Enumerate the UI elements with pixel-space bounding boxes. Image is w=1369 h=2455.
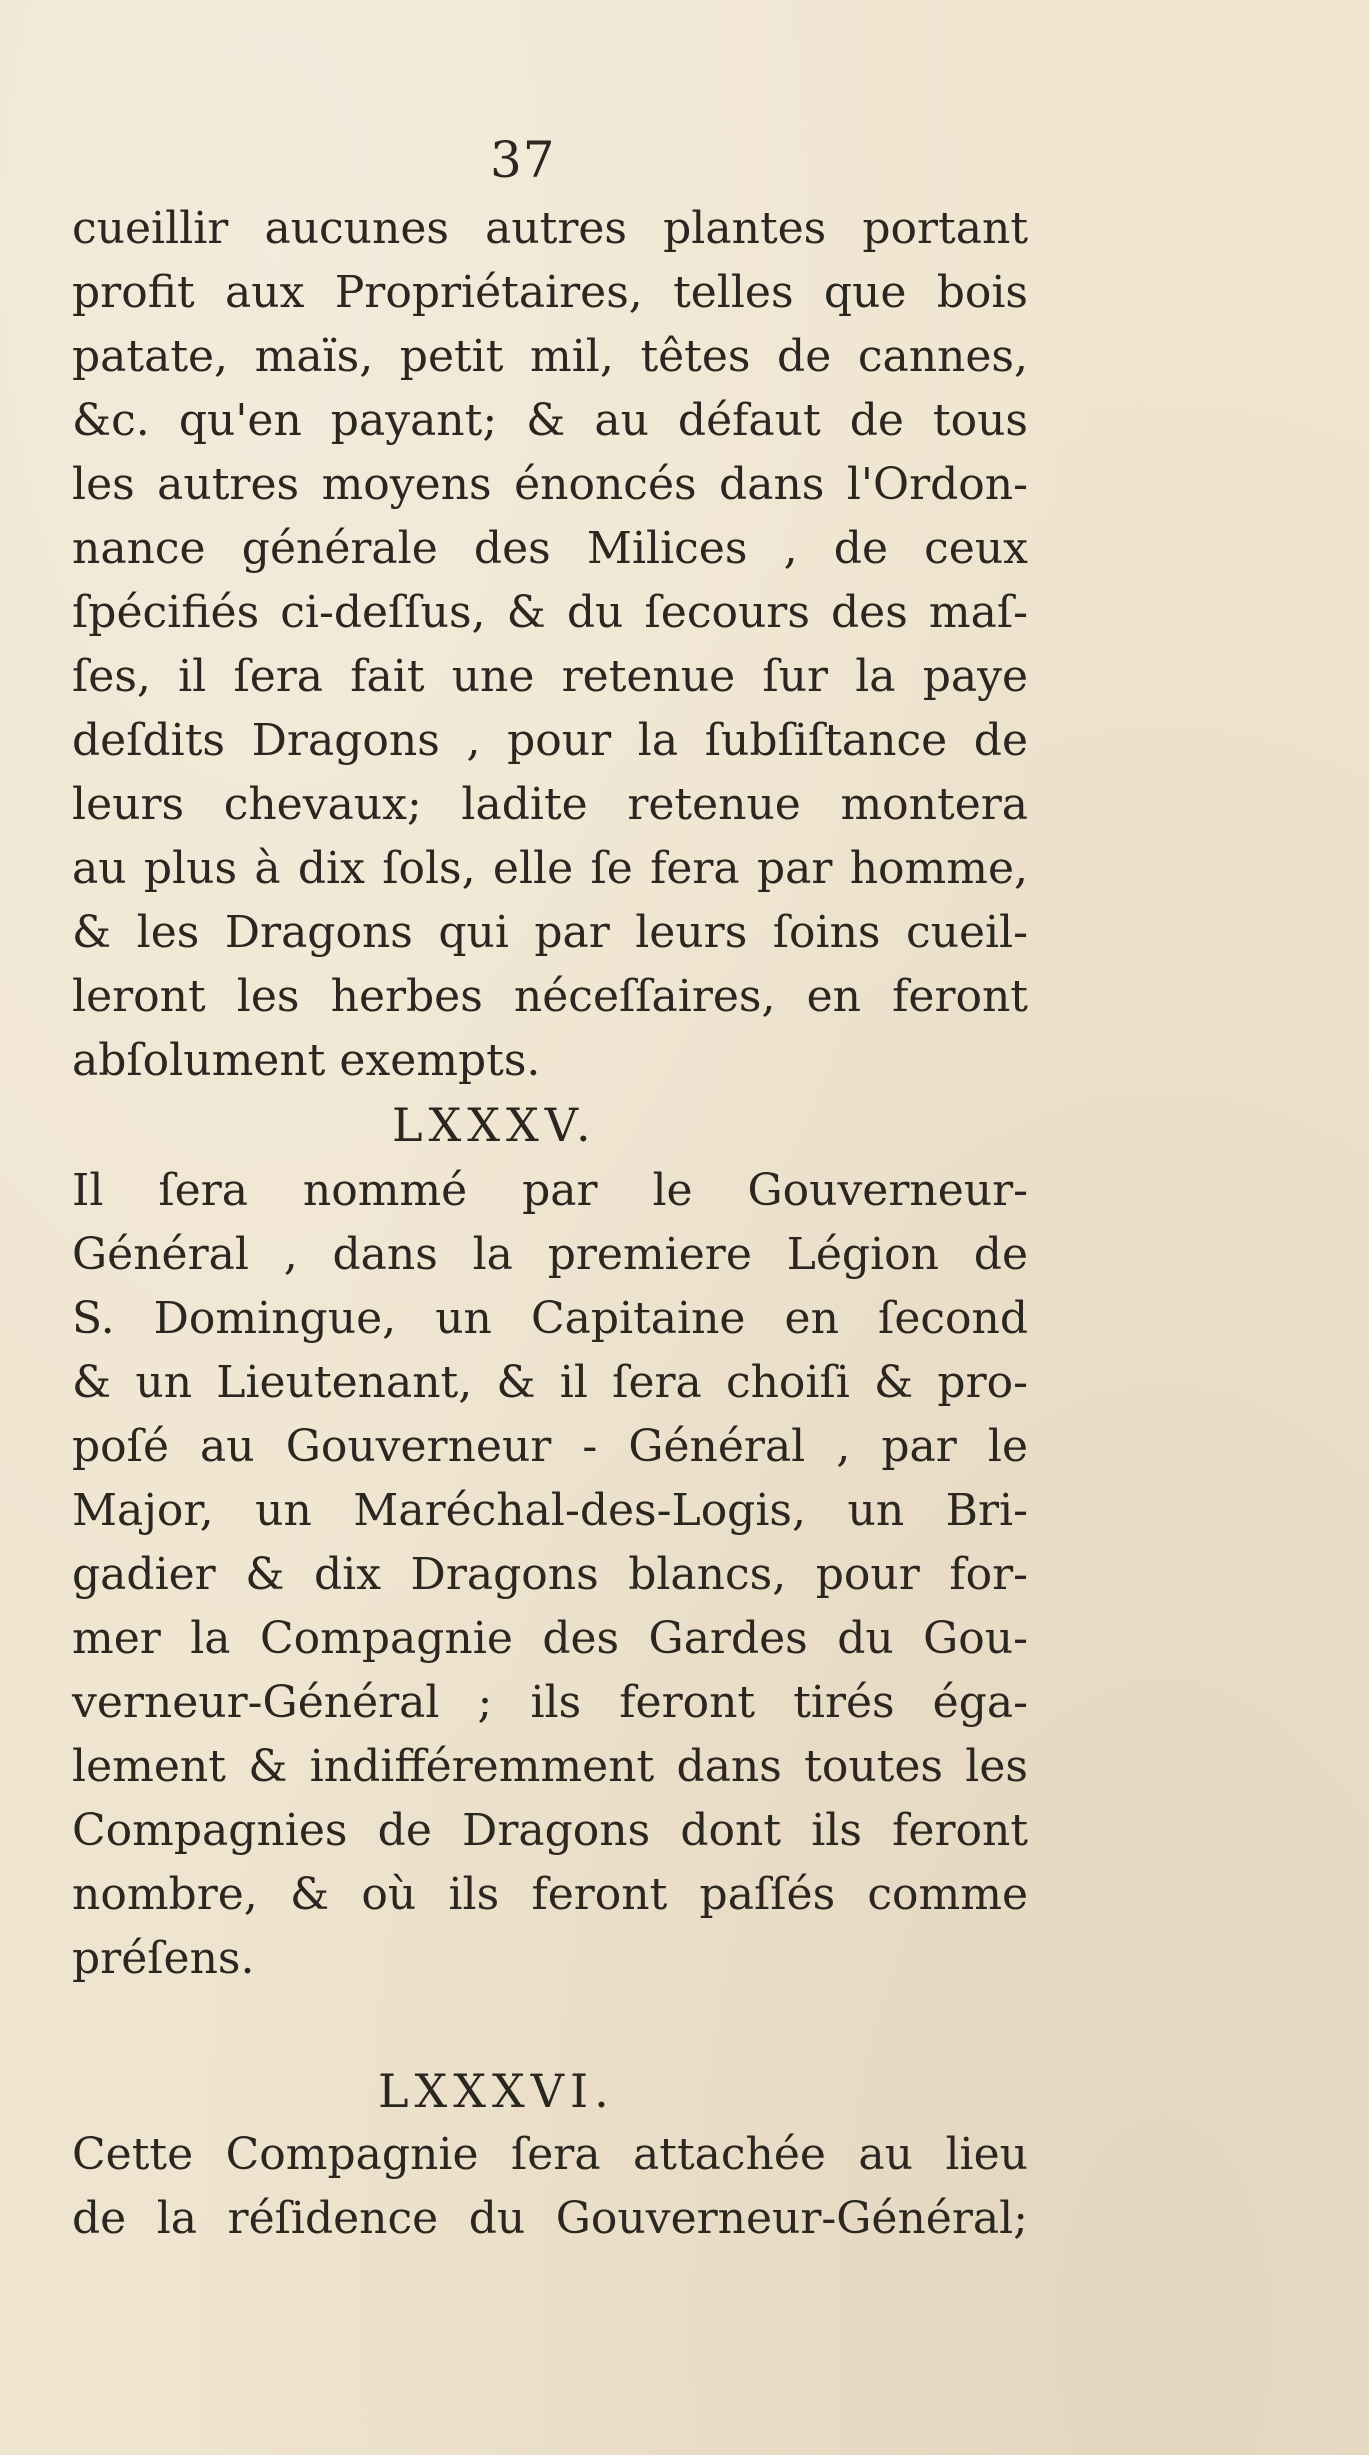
text-line: verneur-Général ; ils feront tirés éga- [72,1677,1028,1728]
text-line: & un Lieutenant, & il ſera choiſi & pro- [72,1357,1028,1408]
text-line: S. Domingue, un Capitaine en ſecond [72,1293,1028,1344]
text-line: poſé au Gouverneur - Général , par le [72,1421,1028,1472]
text-line: les autres moyens énoncés dans l'Ordon- [72,459,1028,510]
text-line: nombre, & où ils feront paſſés comme [72,1869,1028,1920]
text-line: Cette Compagnie ſera attachée au lieu [72,2129,1028,2180]
text-line: profit aux Propriétaires, telles que bois [72,267,1028,318]
section-heading: LXXXV. [392,1098,597,1152]
text-line: leront les herbes néceſſaires, en feront [72,971,1028,1022]
text-line: Major, un Maréchal-des-Logis, un Bri- [72,1485,1028,1536]
text-line: mer la Compagnie des Gardes du Gou- [72,1613,1028,1664]
text-line: ſpécifiés ci-deſſus, & du ſecours des maſ- [72,587,1028,638]
text-line: de la réſidence du Gouverneur-Général; [72,2193,1028,2244]
text-line: Compagnies de Dragons dont ils feront [72,1805,1028,1856]
text-line: préſens. [72,1933,255,1984]
text-line: & les Dragons qui par leurs ſoins cueil- [72,907,1028,958]
text-line: ſes, il ſera fait une retenue ſur la paye [72,651,1028,702]
text-line: patate, maïs, petit mil, têtes de cannes, [72,331,1028,382]
text-line: nance générale des Milices , de ceux [72,523,1028,574]
text-line: abſolument exempts. [72,1035,541,1086]
text-line: deſdits Dragons , pour la ſubſiſtance de [72,715,1028,766]
text-line: &c. qu'en payant; & au défaut de tous [72,395,1028,446]
text-line: gadier & dix Dragons blancs, pour for- [72,1549,1028,1600]
text-line: leurs chevaux; ladite retenue montera [72,779,1028,830]
section-heading: LXXXVI. [378,2064,615,2118]
text-line: au plus à dix ſols, elle ſe fera par homme, [72,843,1028,894]
text-line: Il ſera nommé par le Gouverneur- [72,1165,1028,1216]
page-number: 37 [490,131,556,189]
text-line: cueillir aucunes autres plantes portant [72,203,1028,254]
text-line: Général , dans la premiere Légion de [72,1229,1028,1280]
text-line: lement & indifféremment dans toutes les [72,1741,1028,1792]
